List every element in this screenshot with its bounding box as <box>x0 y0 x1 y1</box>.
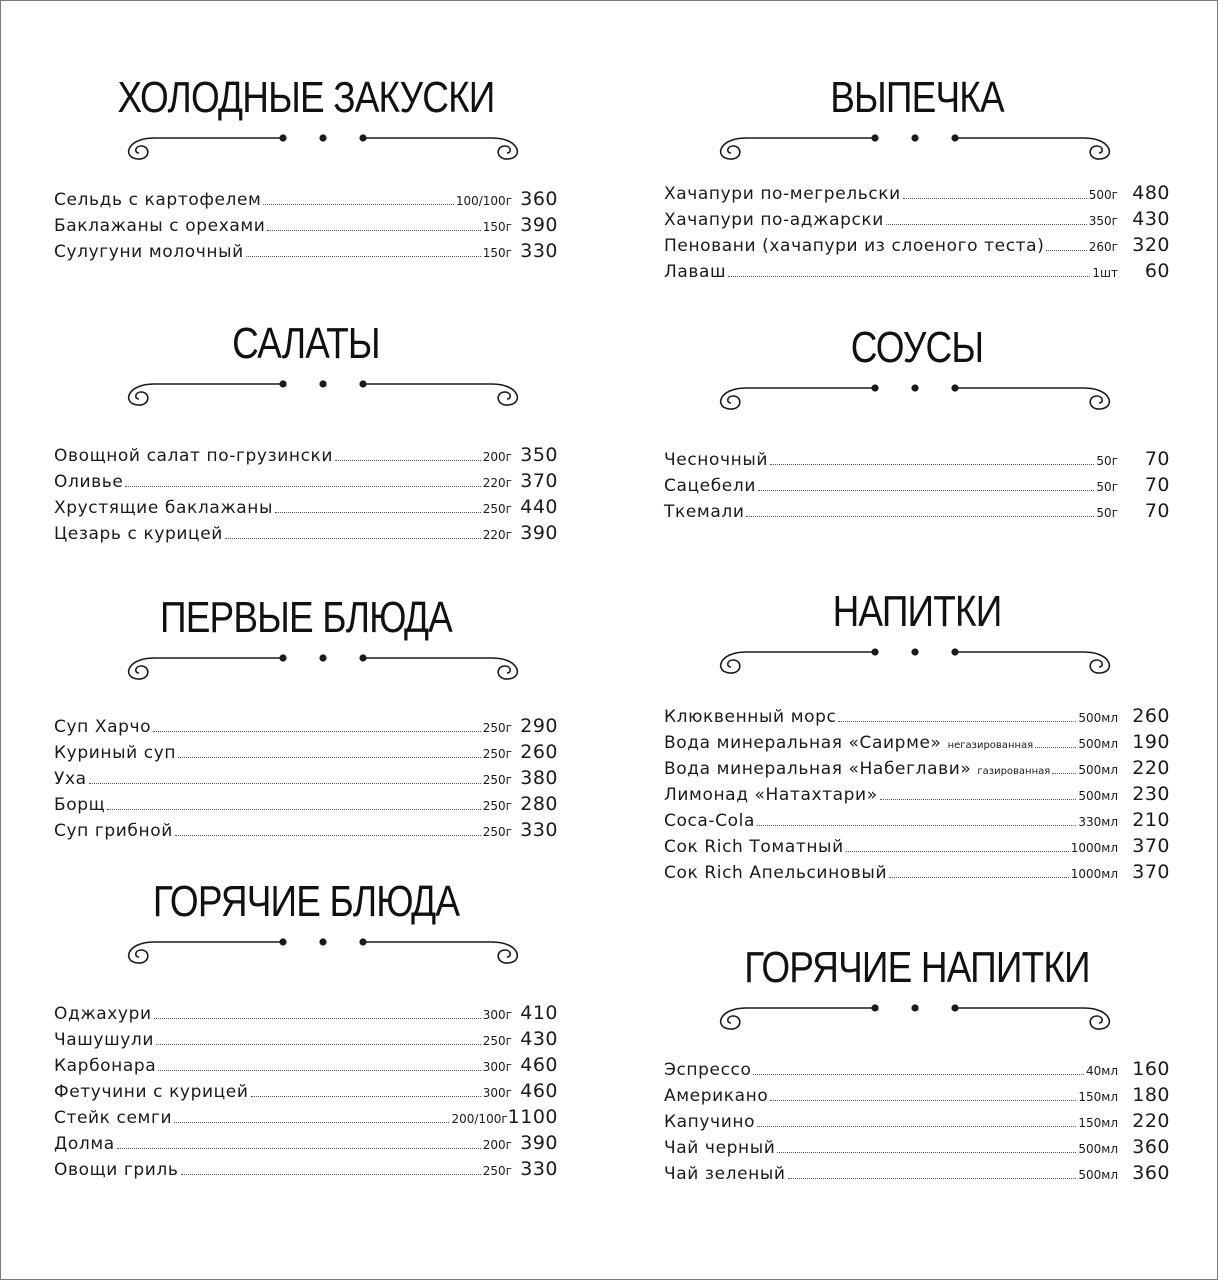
menu-item <box>54 522 558 548</box>
menu-item-name: Стейк семги <box>54 1108 173 1128</box>
menu-item-price: 350 <box>520 444 558 466</box>
dot-leader <box>746 516 1094 517</box>
menu-item-portion: 250г <box>482 825 512 839</box>
flourish-divider-icon <box>120 132 526 164</box>
menu-item <box>664 260 1170 286</box>
dot-leader <box>156 1044 481 1045</box>
menu-item-name: Уха <box>54 769 87 789</box>
menu-item <box>54 444 558 470</box>
menu-item-price: 1100 <box>507 1106 558 1128</box>
menu-item-portion: 40мл <box>1086 1064 1118 1078</box>
menu-item-price: 220 <box>1132 1110 1170 1132</box>
menu-item <box>54 188 558 214</box>
menu-item-portion: 200/100г <box>451 1112 508 1126</box>
menu-item-name: Лаваш <box>664 262 727 282</box>
dot-leader <box>175 835 481 836</box>
menu-item-portion: 100/100г <box>455 194 512 208</box>
dot-leader <box>788 1178 1077 1179</box>
menu-item <box>664 234 1170 260</box>
menu-item-portion: 330мл <box>1078 815 1118 829</box>
dot-leader <box>154 1018 481 1019</box>
dot-leader <box>728 276 1090 277</box>
menu-item <box>54 1106 558 1132</box>
menu-item-name: Оливье <box>54 472 124 492</box>
section-heading: ГОРЯЧИЕ БЛЮДА <box>152 877 460 926</box>
menu-item-name: Долма <box>54 1134 115 1154</box>
menu-item-name: Карбонара <box>54 1056 157 1076</box>
dot-leader <box>246 256 481 257</box>
menu-item-portion: 500мл <box>1078 1142 1118 1156</box>
dot-leader <box>181 1174 481 1175</box>
flourish-divider-icon <box>712 382 1118 414</box>
menu-section-напитки <box>664 586 1170 678</box>
menu-item <box>664 474 1170 500</box>
menu-item-portion: 220г <box>482 528 512 542</box>
menu-item <box>664 809 1170 835</box>
dot-leader <box>889 877 1069 878</box>
menu-item <box>664 783 1170 809</box>
dot-leader <box>770 464 1094 465</box>
dot-leader <box>107 809 481 810</box>
menu-item-list <box>54 715 558 845</box>
menu-item-portion: 1000мл <box>1070 841 1118 855</box>
section-heading: ПЕРВЫЕ БЛЮДА <box>159 593 452 642</box>
menu-item <box>54 715 558 741</box>
menu-item-portion: 250г <box>482 799 512 813</box>
menu-item-list <box>664 182 1170 286</box>
menu-item <box>54 741 558 767</box>
dot-leader <box>758 490 1094 491</box>
section-heading: ХОЛОДНЫЕ ЗАКУСКИ <box>117 73 495 122</box>
menu-item-price: 460 <box>520 1054 558 1076</box>
menu-item <box>664 208 1170 234</box>
dot-leader <box>777 1152 1076 1153</box>
menu-item-portion: 250г <box>482 747 512 761</box>
menu-item-portion: 50г <box>1096 454 1118 468</box>
menu-item-portion: 250г <box>482 721 512 735</box>
menu-item <box>54 1028 558 1054</box>
flourish-divider-icon <box>712 132 1118 164</box>
dot-leader <box>267 230 480 231</box>
menu-item-price: 190 <box>1132 731 1170 753</box>
menu-item-portion: 300г <box>482 1086 512 1100</box>
menu-item-name: Чесночный <box>664 450 769 470</box>
section-heading: СОУСЫ <box>850 323 984 372</box>
menu-item-portion: 300г <box>482 1008 512 1022</box>
menu-item-portion: 200г <box>482 450 512 464</box>
menu-item-portion: 150мл <box>1078 1090 1118 1104</box>
menu-section-выпечка <box>664 72 1170 164</box>
dot-leader <box>846 851 1069 852</box>
menu-item-name: Баклажаны с орехами <box>54 216 266 236</box>
menu-item-note: газированная <box>977 766 1051 777</box>
menu-item <box>664 1110 1170 1136</box>
menu-item-price: 60 <box>1144 260 1170 282</box>
menu-item-price: 160 <box>1132 1058 1170 1080</box>
menu-item-price: 330 <box>520 1158 558 1180</box>
dot-leader <box>757 1126 1076 1127</box>
menu-item-name: Вода минеральная «Саирме» <box>664 733 942 753</box>
dot-leader <box>275 512 481 513</box>
menu-item-portion: 50г <box>1096 506 1118 520</box>
dot-leader <box>89 783 481 784</box>
menu-item-name: Суп Харчо <box>54 717 152 737</box>
flourish-divider-icon <box>120 378 526 410</box>
menu-item-portion: 500мл <box>1078 789 1118 803</box>
dot-leader <box>178 757 481 758</box>
dot-leader <box>753 1074 1084 1075</box>
menu-item-portion: 250г <box>482 1164 512 1178</box>
menu-section-холодные-закуски <box>54 72 558 164</box>
dot-leader <box>886 224 1087 225</box>
menu-item-name: Хачапури по-аджарски <box>664 210 884 230</box>
dot-leader <box>117 1148 481 1149</box>
menu-item <box>54 793 558 819</box>
menu-item <box>664 861 1170 887</box>
menu-item-portion: 150мл <box>1078 1116 1118 1130</box>
menu-item-name: Борщ <box>54 795 106 815</box>
menu-item-price: 260 <box>1132 705 1170 727</box>
menu-item-name: Хрустящие баклажаны <box>54 498 274 518</box>
menu-item-name: Американо <box>664 1086 769 1106</box>
menu-item-portion: 150г <box>482 246 512 260</box>
dot-leader <box>1046 250 1086 251</box>
menu-section-салаты <box>54 318 558 410</box>
menu-item-price: 380 <box>520 767 558 789</box>
menu-item-name: Coca-Cola <box>664 811 755 831</box>
menu-item-price: 260 <box>520 741 558 763</box>
menu-item-price: 70 <box>1144 500 1170 522</box>
menu-item-name: Чай зеленый <box>664 1164 786 1184</box>
menu-item-name: Овощной салат по-грузински <box>54 446 334 466</box>
menu-item-price: 360 <box>1132 1136 1170 1158</box>
menu-section-соусы <box>664 322 1170 414</box>
menu-item-name: Чай черный <box>664 1138 776 1158</box>
menu-item <box>54 1054 558 1080</box>
dot-leader <box>125 486 480 487</box>
menu-item <box>54 1080 558 1106</box>
menu-item-price: 210 <box>1132 809 1170 831</box>
menu-item-name: Хачапури по-мегрельски <box>664 184 901 204</box>
flourish-divider-icon <box>120 652 526 684</box>
dot-leader <box>263 204 453 205</box>
menu-item <box>54 767 558 793</box>
menu-item-portion: 150г <box>482 220 512 234</box>
menu-item-name: Фетучини с курицей <box>54 1082 249 1102</box>
menu-item-price: 430 <box>1132 208 1170 230</box>
menu-item-price: 370 <box>520 470 558 492</box>
section-heading: ВЫПЕЧКА <box>830 73 1004 122</box>
dot-leader <box>770 1100 1076 1101</box>
dot-leader <box>903 198 1087 199</box>
menu-item-note: негазированная <box>947 740 1034 751</box>
menu-item-price: 430 <box>520 1028 558 1050</box>
dot-leader <box>251 1096 481 1097</box>
menu-item-price: 360 <box>1132 1162 1170 1184</box>
menu-item <box>664 500 1170 526</box>
menu-item-price: 230 <box>1132 783 1170 805</box>
menu-item-portion: 260г <box>1088 240 1118 254</box>
menu-item-list <box>54 188 558 266</box>
menu-item-name: Лимонад «Натахтари» <box>664 785 878 805</box>
dot-leader <box>757 825 1076 826</box>
menu-item-portion: 300г <box>482 1060 512 1074</box>
menu-item-price: 180 <box>1132 1084 1170 1106</box>
menu-item-price: 370 <box>1132 835 1170 857</box>
menu-item-price: 320 <box>1132 234 1170 256</box>
menu-item-portion: 50г <box>1096 480 1118 494</box>
dot-leader <box>174 1122 449 1123</box>
menu-item-portion: 500г <box>1088 188 1118 202</box>
menu-item <box>54 470 558 496</box>
menu-item-price: 290 <box>520 715 558 737</box>
flourish-divider-icon <box>120 936 526 968</box>
menu-item-price: 220 <box>1132 757 1170 779</box>
menu-item-name: Клюквенный морс <box>664 707 837 727</box>
menu-item-price: 460 <box>520 1080 558 1102</box>
menu-item-portion: 200г <box>482 1138 512 1152</box>
menu-item-price: 280 <box>520 793 558 815</box>
dot-leader <box>880 799 1077 800</box>
menu-item-name: Ткемали <box>664 502 745 522</box>
menu-item-price: 330 <box>520 240 558 262</box>
menu-item <box>664 705 1170 731</box>
dot-leader <box>158 1070 480 1071</box>
menu-item <box>664 835 1170 861</box>
dot-leader <box>225 538 481 539</box>
menu-item <box>54 1002 558 1028</box>
dot-leader <box>1052 773 1076 774</box>
menu-item <box>54 214 558 240</box>
menu-item-list <box>54 444 558 548</box>
menu-item-price: 410 <box>520 1002 558 1024</box>
menu-item-name: Сацебели <box>664 476 756 496</box>
menu-item-list <box>664 448 1170 526</box>
menu-item-price: 330 <box>520 819 558 841</box>
menu-item-price: 480 <box>1132 182 1170 204</box>
menu-item <box>54 240 558 266</box>
menu-item-list <box>664 1058 1170 1188</box>
section-heading: НАПИТКИ <box>832 587 1002 636</box>
menu-item-portion: 500мл <box>1078 763 1118 777</box>
menu-item-price: 390 <box>520 522 558 544</box>
menu-item <box>664 757 1170 783</box>
menu-item <box>54 1132 558 1158</box>
menu-item-portion: 220г <box>482 476 512 490</box>
menu-item-name: Вода минеральная «Набеглави» <box>664 759 972 779</box>
menu-item-portion: 1шт <box>1092 266 1118 280</box>
menu-item <box>54 819 558 845</box>
menu-item-price: 360 <box>520 188 558 210</box>
menu-item-name: Оджахури <box>54 1004 152 1024</box>
menu-item-portion: 500мл <box>1078 1168 1118 1182</box>
menu-item <box>664 448 1170 474</box>
menu-item <box>664 1136 1170 1162</box>
menu-section-горячие-блюда <box>54 876 558 968</box>
menu-item <box>54 1158 558 1184</box>
menu-item-price: 390 <box>520 1132 558 1154</box>
menu-item-price: 370 <box>1132 861 1170 883</box>
menu-item-name: Куриный суп <box>54 743 177 763</box>
menu-item-list <box>54 1002 558 1184</box>
menu-item-price: 440 <box>520 496 558 518</box>
menu-item <box>664 1084 1170 1110</box>
section-heading: САЛАТЫ <box>232 319 380 368</box>
menu-section-первые-блюда <box>54 592 558 684</box>
menu-item-name: Пеновани (хачапури из слоеного теста) <box>664 236 1045 256</box>
flourish-divider-icon <box>712 646 1118 678</box>
menu-item-portion: 250г <box>482 773 512 787</box>
dot-leader <box>838 721 1076 722</box>
menu-item-name: Сельдь с картофелем <box>54 190 262 210</box>
menu-item-portion: 250г <box>482 1034 512 1048</box>
menu-item-price: 70 <box>1144 474 1170 496</box>
menu-item-portion: 250г <box>482 502 512 516</box>
menu-item-price: 70 <box>1144 448 1170 470</box>
menu-item <box>664 1162 1170 1188</box>
menu-item-portion: 500мл <box>1078 711 1118 725</box>
menu-item-name: Сок Rich Томатный <box>664 837 844 857</box>
menu-item-list <box>664 705 1170 887</box>
menu-item-portion: 1000мл <box>1070 867 1118 881</box>
menu-item-name: Капучино <box>664 1112 756 1132</box>
menu-item-name: Суп грибной <box>54 821 173 841</box>
dot-leader <box>153 731 481 732</box>
menu-item <box>664 182 1170 208</box>
menu-item-name: Цезарь с курицей <box>54 524 223 544</box>
menu-item-name: Сулугуни молочный <box>54 242 244 262</box>
menu-section-горячие-напитки <box>664 942 1170 1034</box>
menu-item-name: Эспрессо <box>664 1060 752 1080</box>
menu-item-name: Чашушули <box>54 1030 155 1050</box>
section-heading: ГОРЯЧИЕ НАПИТКИ <box>744 943 1090 992</box>
dot-leader <box>1035 747 1076 748</box>
menu-item-portion: 350г <box>1088 214 1118 228</box>
menu-item <box>664 731 1170 757</box>
menu-item-portion: 500мл <box>1078 737 1118 751</box>
flourish-divider-icon <box>712 1002 1118 1034</box>
dot-leader <box>335 460 481 461</box>
menu-item <box>54 496 558 522</box>
menu-item <box>664 1058 1170 1084</box>
menu-item-name: Овощи гриль <box>54 1160 179 1180</box>
menu-item-price: 390 <box>520 214 558 236</box>
menu-item-name: Сок Rich Апельсиновый <box>664 863 888 883</box>
